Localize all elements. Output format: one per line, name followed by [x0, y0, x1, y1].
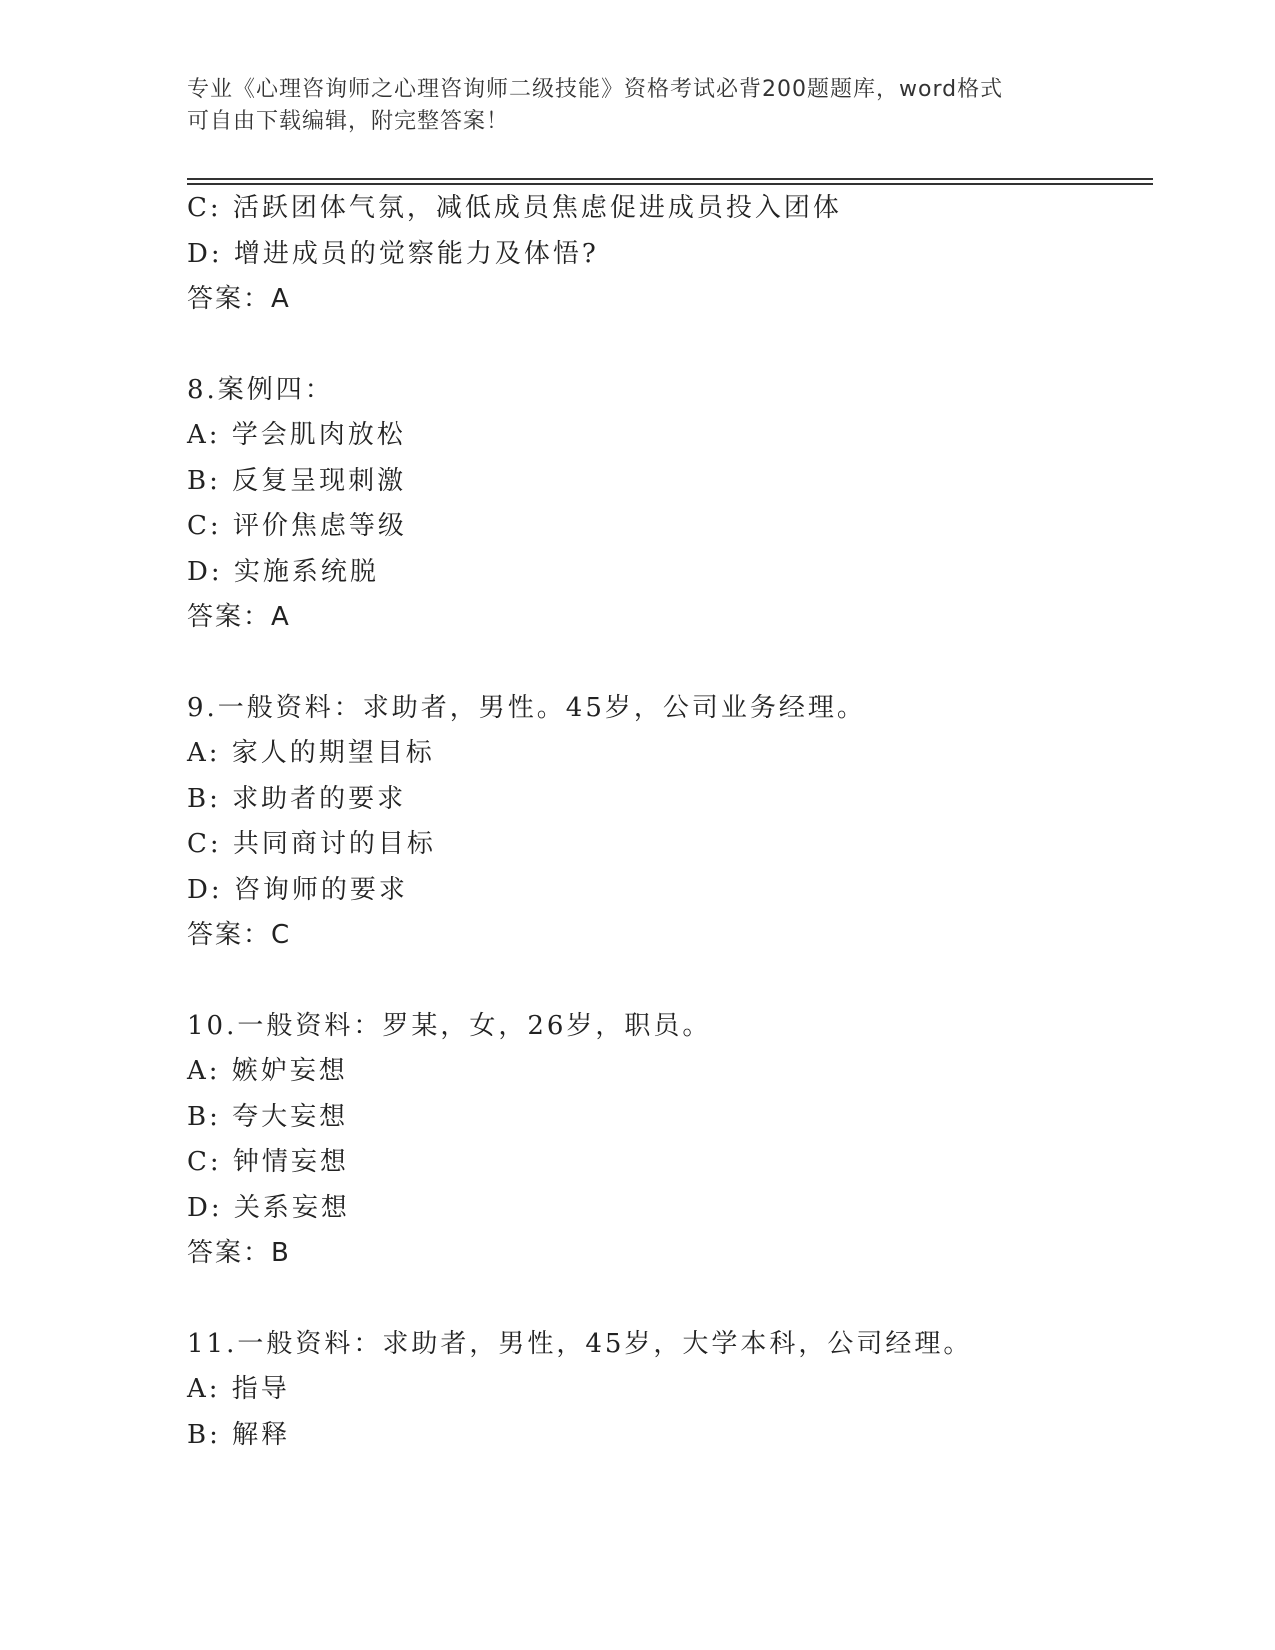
- option-b: B: 夸大妄想: [187, 1101, 349, 1132]
- question-stem: 11.一般资料：求助者，男性，45岁，大学本科，公司经理。: [187, 1328, 973, 1359]
- spacer: [187, 641, 1127, 686]
- option-c: C: 评价焦虑等级: [187, 511, 407, 541]
- answer-label: 答案：A: [187, 602, 291, 632]
- option-c: C: 钟情妄想: [187, 1147, 349, 1177]
- option-b: B: 解释: [187, 1419, 291, 1450]
- option-c: C: 活跃团体气氛，减低成员焦虑促进成员投入团体: [187, 193, 842, 223]
- header-divider-bottom: [187, 183, 1153, 185]
- question-8: [187, 368, 1127, 641]
- question-stem: 8.案例四：: [187, 374, 334, 405]
- answer-label: 答案：C: [187, 920, 292, 950]
- question-10: [187, 1004, 1127, 1277]
- header-divider-top: [187, 178, 1153, 180]
- spacer: [187, 323, 1127, 368]
- option-a: A: 家人的期望目标: [187, 738, 435, 768]
- document-header: [187, 74, 1087, 138]
- option-a: A: 指导: [187, 1374, 290, 1404]
- header-title-line-1: 专业《心理咨询师之心理咨询师二级技能》资格考试必背200题题库，word格式: [187, 77, 1004, 102]
- question-11: [187, 1322, 1127, 1459]
- option-c: C: 共同商讨的目标: [187, 829, 436, 859]
- option-a: A: 嫉妒妄想: [187, 1056, 348, 1086]
- question-stem: 9.一般资料：求助者，男性。45岁，公司业务经理。: [187, 692, 866, 723]
- option-d: D: 咨询师的要求: [187, 874, 408, 905]
- spacer: [187, 1277, 1127, 1322]
- question-list: [187, 186, 1127, 1458]
- answer-label: 答案：A: [187, 284, 291, 314]
- continued-question: [187, 186, 1127, 323]
- spacer: [187, 959, 1127, 1004]
- header-title-line-2: 可自由下载编辑，附完整答案！: [187, 109, 510, 134]
- option-b: B: 求助者的要求: [187, 783, 407, 814]
- option-d: D: 实施系统脱: [187, 556, 379, 587]
- option-a: A: 学会肌肉放松: [187, 420, 406, 450]
- question-stem: 10.一般资料：罗某，女，26岁，职员。: [187, 1010, 712, 1041]
- option-d: D: 关系妄想: [187, 1192, 350, 1223]
- question-9: [187, 686, 1127, 959]
- answer-label: 答案：B: [187, 1238, 291, 1268]
- option-b: B: 反复呈现刺激: [187, 465, 407, 496]
- option-d: D: 增进成员的觉察能力及体悟?: [187, 238, 599, 269]
